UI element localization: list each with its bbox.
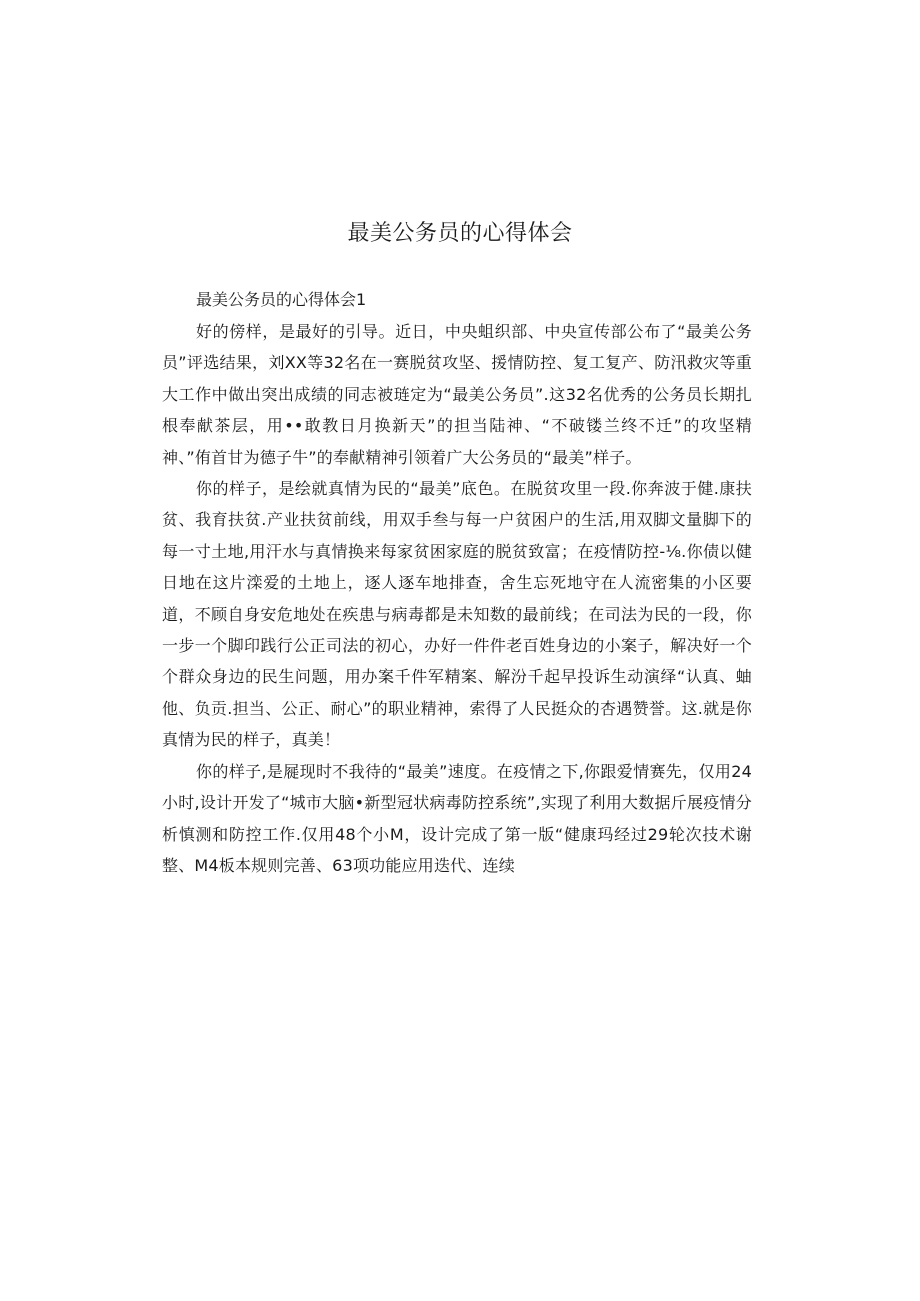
paragraph-2: 你的样子，是绘就真情为民的“最美”底色。在脱贫攻里一段.你奔波于健.康扶贫、我育扶贫.产业扶贫前线，用双手叁与每一户贫困户的生活,用双脚文量脚下的每一寸土地,用汗水与真情换来每家贫困家庭的脱贫致富；在疫情防控-⅛.你债以健日地在这片滦爱的土地上，逐人逐车地排查，舍生忘死地守在人流密集的小区要道，不顾自身安危地处在疾患与病毒都是未知数的最前线；在司法为民的一段，你一步一个脚印践行公正司法的初心，办好一件件老百姓身边的小案子，解决好一个个群众身边的民生问题，用办案千件军精案、解汾千起早投诉生动演绎“认真、蚰他、负贡.担当、公正、耐心”的职业精神，索得了人民挺众的杏遇赞誉。这.就是你真情为民的样子，真美！ (162, 479, 752, 750)
section-heading: 最美公务员的心得体会1 (196, 290, 367, 309)
paragraph-1: 好的傍样，是最好的引导。近日，中央蛆织部、中央宣传部公布了“最美公务员”评选结果，刘XX等32名在一赛脱贫攻坚、援情防控、复工复产、防汛救灾等重大工作中做出突出成绩的同志被琏定为“最美公务员”.这32名优秀的公务员长期扎根奉献茶层，用••敢教日月换新天”的担当陆神、“不破镂兰终不迁”的攻坚精神、”侑首甘为德子牛”的奉献精神引领着广大公务员的“最美”样子。 (162, 322, 752, 467)
document-body (162, 284, 752, 881)
paragraph-3: 你的样子,是屣现时不我待的“最美”速度。在疫情之下,你跟爱情赛先，仅用24小时,设计开发了“城市大脑•新型冠状病毒防控系统”,实现了利用大数据斤展疫情分析慎测和防控工作.仅用48个小M，设计完成了第一版“健康玛经过29轮次技术谢整、M4板本规则完善、63项功能应用迭代、连续 (162, 761, 752, 875)
document-title: 最美公务员的心得体会 (347, 221, 573, 246)
